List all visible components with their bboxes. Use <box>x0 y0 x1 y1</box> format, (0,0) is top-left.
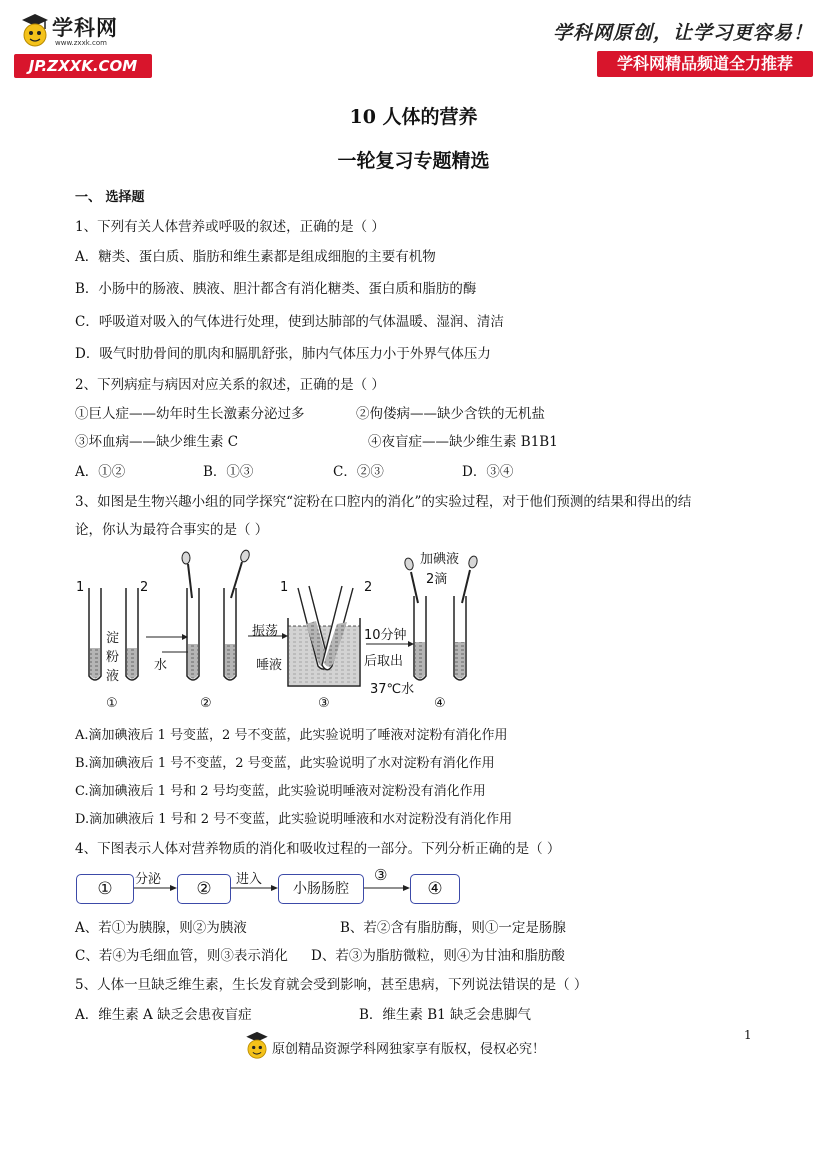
step4-tube-1 <box>404 557 426 680</box>
q1-option-c: C．呼吸道对吸入的气体进行处理，使到达肺部的气体温暖、湿润、清洁 <box>75 314 504 330</box>
logo-url: www.zxxk.com <box>55 39 107 47</box>
q3-option-c: C.滴加碘液后 1 号和 2 号均变蓝，此实验说明唾液对淀粉没有消化作用 <box>75 784 486 799</box>
fig-starch-1: 淀 <box>106 631 120 646</box>
q2-item-3: ③坏血病——缺少维生素 C <box>75 434 239 450</box>
fig-tube-label-2: 2 <box>140 580 149 595</box>
fig-iodine-2: 2滴 <box>426 572 448 587</box>
section-heading: 一、 选择题 <box>75 190 145 205</box>
q1-option-a: A．糖类、蛋白质、脂肪和维生素都是组成细胞的主要有机物 <box>75 249 436 265</box>
q2-option-a: A．①② <box>75 464 126 480</box>
fig-saliva: 唾液 <box>256 658 283 673</box>
logo-text: 学科网 <box>52 16 118 40</box>
footer-copyright: 原创精品资源学科网独家享有版权，侵权必究！ <box>272 1042 546 1057</box>
q3-option-d: D.滴加碘液后 1 号和 2 号不变蓝，此实验说明唾液和水对淀粉没有消化作用 <box>75 812 513 827</box>
experiment-figure <box>70 548 500 716</box>
fig-shake: 振荡 <box>252 624 279 639</box>
page-subtitle: 一轮复习专题精选 <box>337 150 490 172</box>
flow-arrows <box>0 860 827 910</box>
page-number: 1 <box>744 1028 752 1042</box>
fig-water: 水 <box>154 658 168 673</box>
q1-option-b: B．小肠中的肠液、胰液、胆汁都含有消化糖类、蛋白质和脂肪的酶 <box>75 281 477 297</box>
step1-tube-1 <box>89 588 101 680</box>
q2-option-c: C．②③ <box>333 464 384 480</box>
q3-option-b: B.滴加碘液后 1 号不变蓝，2 号变蓝，此实验说明了水对淀粉有消化作用 <box>75 756 495 771</box>
q3-stem-line1: 3、如图是生物兴趣小组的同学探究“淀粉在口腔内的消化”的实验过程，对于他们预测的结果和得出的结 <box>75 494 692 510</box>
fig-step-3: ③ <box>318 696 330 711</box>
q2-option-d: D．③④ <box>462 464 514 480</box>
q2-item-4: ④夜盲症——缺少维生素 B1B1 <box>368 434 558 450</box>
q3-stem-line2: 论，你认为最符合事实的是（ ） <box>75 522 269 538</box>
flow-arrow-label-3: ③ <box>374 866 388 884</box>
q4-option-a: A、若①为胰腺，则②为胰液 <box>75 920 247 936</box>
fig-iodine-1: 加碘液 <box>420 552 460 567</box>
page-title: 10 人体的营养 <box>349 106 478 128</box>
header <box>0 0 827 90</box>
fig-starch-3: 液 <box>106 669 120 684</box>
q3-option-a: A.滴加碘液后 1 号变蓝，2 号不变蓝，此实验说明了唾液对淀粉有消化作用 <box>75 728 508 743</box>
mascot-icon <box>18 12 52 48</box>
q4-option-b: B、若②含有脂肪酶，则①一定是肠腺 <box>340 920 566 936</box>
q5-stem: 5、人体一旦缺乏维生素，生长发育就会受到影响，甚至患病，下列说法错误的是（ ） <box>75 977 588 993</box>
slogan: 学科网原创，让学习更容易！ <box>552 22 813 44</box>
fig-starch-2: 粉 <box>106 650 120 665</box>
q4-option-d: D、若③为脂肪微粒，则④为甘油和脂肪酸 <box>311 948 565 964</box>
site-banner[interactable]: JP.ZXXK.COM <box>14 54 152 78</box>
water-bath-beaker <box>288 586 360 686</box>
q4-stem: 4、下图表示人体对营养物质的消化和吸收过程的一部分。下列分析正确的是（ ） <box>75 841 561 857</box>
q4-option-c: C、若④为毛细血管，则③表示消化 <box>75 948 288 964</box>
flow-box-3: 小肠肠腔 <box>278 874 364 904</box>
q5-option-a: A．维生素 A 缺乏会患夜盲症 <box>75 1007 252 1023</box>
q2-item-2: ②佝偻病——缺少含铁的无机盐 <box>356 406 545 422</box>
fig-ten-min-2: 后取出 <box>364 654 404 669</box>
footer-mascot-icon <box>243 1030 271 1060</box>
flow-arrow-label-2: 进入 <box>236 872 263 887</box>
q5-option-b: B．维生素 B1 缺乏会患脚气 <box>359 1007 532 1023</box>
flow-box-4: ④ <box>410 874 460 904</box>
fig-ten-min-1: 10分钟 <box>364 628 407 643</box>
q2-option-b: B．①③ <box>203 464 254 480</box>
fig-temp: 37℃水 <box>370 682 415 697</box>
fig-step-2: ② <box>200 696 212 711</box>
recommend-banner[interactable]: 学科网精品频道全力推荐 <box>597 51 813 77</box>
flow-arrow-label-1: 分泌 <box>135 872 162 887</box>
step2-tube-2 <box>224 549 251 680</box>
q2-stem: 2、下列病症与病因对应关系的叙述，正确的是（ ） <box>75 377 385 393</box>
q1-option-d: D．吸气时肋骨间的肌肉和膈肌舒张，肺内气体压力小于外界气体压力 <box>75 346 491 362</box>
fig-tube-label-1: 1 <box>76 580 85 595</box>
q1-stem: 1、下列有关人体营养或呼吸的叙述，正确的是（ ） <box>75 219 385 235</box>
step2-tube-1 <box>182 552 199 680</box>
fig-tube-label-1b: 1 <box>280 580 289 595</box>
flow-box-1: ① <box>76 874 134 904</box>
step1-tube-2 <box>126 588 138 680</box>
fig-step-4: ④ <box>434 696 446 711</box>
fig-tube-label-2b: 2 <box>364 580 373 595</box>
fig-step-1: ① <box>106 696 118 711</box>
step4-tube-2 <box>454 555 478 680</box>
flow-box-2: ② <box>177 874 231 904</box>
q2-item-1: ①巨人症——幼年时生长激素分泌过多 <box>75 406 305 422</box>
